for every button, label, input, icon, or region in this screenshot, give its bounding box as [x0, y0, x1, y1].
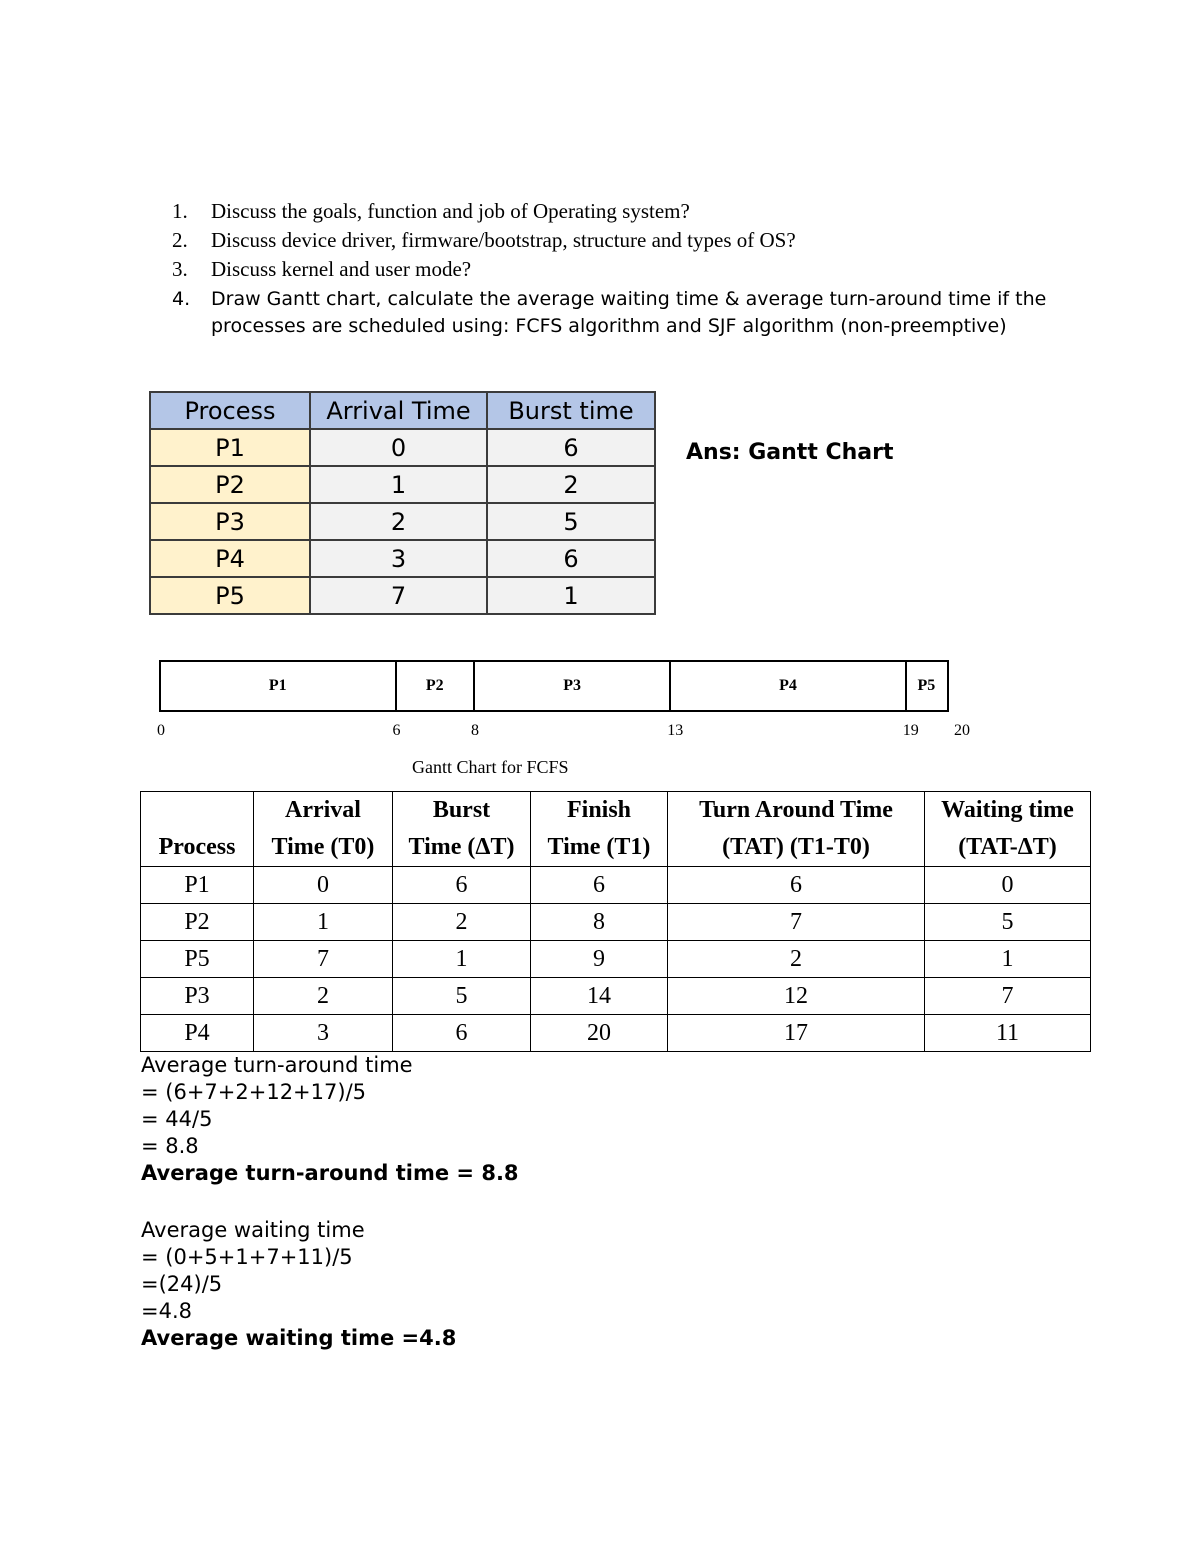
table-cell: 1	[393, 941, 531, 978]
gantt-segment-p3: P3	[475, 662, 671, 710]
table-cell: 2	[668, 941, 925, 978]
table-row	[141, 904, 1091, 941]
question-item	[172, 255, 1072, 284]
table-cell: 7	[668, 904, 925, 941]
gantt-segment-p4: P4	[671, 662, 907, 710]
calc-line: Average waiting time	[141, 1218, 365, 1242]
table-cell: 1	[254, 904, 393, 941]
table-cell: 5	[925, 904, 1091, 941]
table-cell: 17	[668, 1015, 925, 1052]
gantt-caption: Gantt Chart for FCFS	[412, 757, 569, 777]
question-text: Discuss device driver, firmware/bootstrap, structure and types of OS?	[211, 228, 796, 252]
gantt-segment-p2: P2	[397, 662, 476, 710]
table-cell: 0	[310, 429, 487, 466]
question-number: 2.	[172, 228, 188, 252]
table-cell: 7	[254, 941, 393, 978]
result-table-header	[141, 792, 1091, 867]
table-cell: 11	[925, 1015, 1091, 1052]
process-table-header	[150, 392, 655, 429]
table-cell: P2	[150, 466, 310, 503]
table-row	[150, 577, 655, 614]
question-text: Discuss the goals, function and job of Operating system?	[211, 199, 690, 223]
header-cell: Burst time	[487, 392, 655, 429]
table-cell: 6	[487, 429, 655, 466]
table-cell: P5	[150, 577, 310, 614]
gantt-tick: 13	[667, 722, 684, 739]
question-number: 4.	[172, 288, 191, 310]
answer-label: Ans: Gantt Chart	[686, 440, 894, 465]
tat-calculation	[141, 1052, 519, 1187]
question-number: 3.	[172, 257, 188, 281]
calc-line: = 8.8	[141, 1134, 199, 1158]
table-cell: P2	[141, 904, 254, 941]
table-cell: 3	[310, 540, 487, 577]
table-cell: 1	[310, 466, 487, 503]
table-row	[150, 503, 655, 540]
gantt-tick: 0	[157, 722, 165, 739]
table-row	[150, 540, 655, 577]
table-row	[141, 941, 1091, 978]
table-cell: P4	[141, 1015, 254, 1052]
table-cell: 14	[531, 978, 668, 1015]
table-cell: 2	[393, 904, 531, 941]
table-row	[141, 867, 1091, 904]
question-text: Draw Gantt chart, calculate the average waiting time & average turn-around time if the processes are scheduled using: FCFS algorithm and SJF algorithm (non-preemptive)	[211, 288, 1047, 337]
table-cell: 2	[254, 978, 393, 1015]
wt-calculation	[141, 1217, 456, 1352]
header-cell: Arrival Time	[310, 392, 487, 429]
table-cell: P5	[141, 941, 254, 978]
table-row	[141, 978, 1091, 1015]
question-item	[172, 226, 1072, 255]
gantt-tick: 6	[392, 722, 401, 739]
table-cell: 6	[531, 867, 668, 904]
result-table	[140, 791, 1091, 1052]
table-cell: P3	[150, 503, 310, 540]
calc-line: =(24)/5	[141, 1272, 223, 1296]
gantt-chart	[159, 660, 949, 712]
header-cell: Burst Time (ΔT)	[393, 792, 531, 867]
table-cell: 6	[393, 867, 531, 904]
table-cell: 0	[254, 867, 393, 904]
table-cell: P3	[141, 978, 254, 1015]
table-cell: P1	[150, 429, 310, 466]
gantt-tick: 20	[954, 722, 970, 739]
table-cell: 5	[487, 503, 655, 540]
table-row	[141, 1015, 1091, 1052]
header-cell: Arrival Time (T0)	[254, 792, 393, 867]
table-cell: 20	[531, 1015, 668, 1052]
header-cell: Process	[141, 792, 254, 867]
calc-line: = (0+5+1+7+11)/5	[141, 1245, 353, 1269]
table-row	[150, 466, 655, 503]
calc-result: Average waiting time =4.8	[141, 1326, 457, 1350]
calc-line: Average turn-around time	[141, 1053, 413, 1077]
table-cell: P4	[150, 540, 310, 577]
table-cell: 1	[925, 941, 1091, 978]
gantt-tick: 19	[902, 722, 919, 739]
question-number: 1.	[172, 199, 188, 223]
table-cell: 2	[487, 466, 655, 503]
calc-line: =4.8	[141, 1299, 192, 1323]
gantt-segment-p1: P1	[161, 662, 397, 710]
process-table	[149, 391, 656, 615]
table-cell: 6	[487, 540, 655, 577]
table-cell: 6	[668, 867, 925, 904]
calc-line: = (6+7+2+12+17)/5	[141, 1080, 367, 1104]
table-cell: 2	[310, 503, 487, 540]
header-cell: Process	[150, 392, 310, 429]
question-text: Discuss kernel and user mode?	[211, 257, 472, 281]
table-cell: 3	[254, 1015, 393, 1052]
gantt-segment-p5: P5	[917, 677, 936, 694]
table-cell: 7	[310, 577, 487, 614]
table-cell: 5	[393, 978, 531, 1015]
table-cell: 6	[393, 1015, 531, 1052]
calc-line: = 44/5	[141, 1107, 213, 1131]
question-item	[172, 286, 1072, 340]
table-cell: 0	[925, 867, 1091, 904]
gantt-tick: 8	[471, 722, 479, 739]
calc-result: Average turn-around time = 8.8	[141, 1161, 519, 1185]
header-cell: Finish Time (T1)	[531, 792, 668, 867]
header-cell: Waiting time (TAT-ΔT)	[925, 792, 1091, 867]
table-cell: 8	[531, 904, 668, 941]
table-cell: P1	[141, 867, 254, 904]
table-cell: 12	[668, 978, 925, 1015]
table-cell: 7	[925, 978, 1091, 1015]
table-cell: 1	[487, 577, 655, 614]
question-list	[172, 197, 1072, 340]
table-cell: 9	[531, 941, 668, 978]
header-cell: Turn Around Time (TAT) (T1-T0)	[668, 792, 925, 867]
table-row	[150, 429, 655, 466]
question-item	[172, 197, 1072, 226]
